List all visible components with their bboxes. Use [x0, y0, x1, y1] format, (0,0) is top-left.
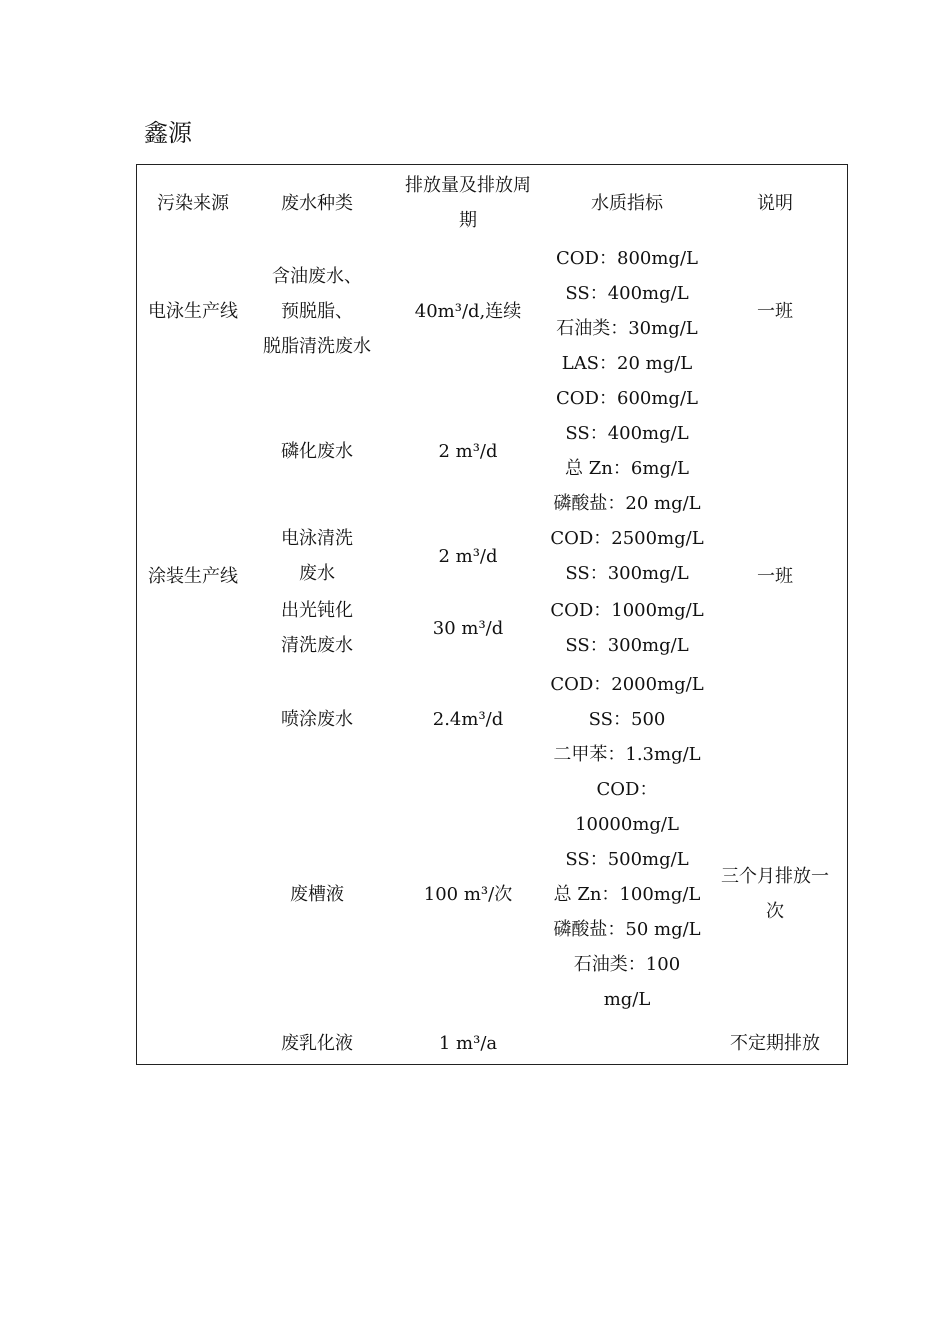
row1-volume: 40m³/d,连续 — [414, 300, 522, 322]
row6-type: 废槽液 — [290, 884, 344, 905]
row1-note: 一班 — [757, 300, 793, 322]
row4-quality: COD：1000mg/L SS：300mg/L — [550, 600, 704, 656]
source-electrophoresis-line: 电泳生产线 — [148, 300, 238, 322]
row2-volume: 2 m³/d — [438, 440, 498, 462]
header-notes: 说明 — [757, 192, 793, 214]
row5-volume: 2.4m³/d — [432, 709, 504, 730]
row6-volume: 100 m³/次 — [423, 884, 513, 905]
document-title: 鑫源 — [144, 119, 192, 147]
row4-volume: 30 m³/d — [432, 617, 504, 639]
row7-type: 废乳化液 — [281, 1032, 353, 1054]
wastewater-table — [136, 164, 848, 1065]
header-wastewater-type: 废水种类 — [281, 192, 353, 214]
row3-quality: COD：2500mg/L SS：300mg/L — [550, 528, 704, 584]
source-coating-line: 涂装生产线 — [148, 565, 238, 587]
header-discharge-volume: 排放量及排放周 期 — [405, 175, 531, 231]
row5-quality: COD：2000mg/L SS：500 二甲苯：1.3mg/L — [550, 674, 704, 765]
row1-quality: COD：800mg/L SS：400mg/L 石油类：30mg/L LAS：20 mg/L — [556, 248, 698, 374]
row1-type: 含油废水、 预脱脂、 脱脂清洗废水 — [263, 265, 371, 357]
row3-type: 电泳清洗 废水 — [281, 528, 353, 584]
header-water-quality: 水质指标 — [591, 192, 663, 214]
row7-note: 不定期排放 — [730, 1032, 820, 1054]
row2-type: 磷化废水 — [281, 440, 353, 462]
row6-quality: COD： 10000mg/L SS：500mg/L 总 Zn：100mg/L 磷酸盐：50 mg/L 石油类：100 mg/L — [553, 779, 701, 1010]
row2-quality: COD：600mg/L SS：400mg/L 总 Zn：6mg/L 磷酸盐：20 mg/L — [553, 388, 701, 514]
header-pollution-source: 污染来源 — [157, 192, 229, 214]
row5-type: 喷涂废水 — [281, 709, 353, 730]
row6-note: 三个月排放一 次 — [721, 865, 829, 922]
row3-volume: 2 m³/d — [438, 545, 498, 567]
coating-note: 一班 — [757, 565, 793, 587]
row4-type: 出光钝化 清洗废水 — [281, 600, 353, 656]
row7-volume: 1 m³/a — [438, 1032, 498, 1054]
